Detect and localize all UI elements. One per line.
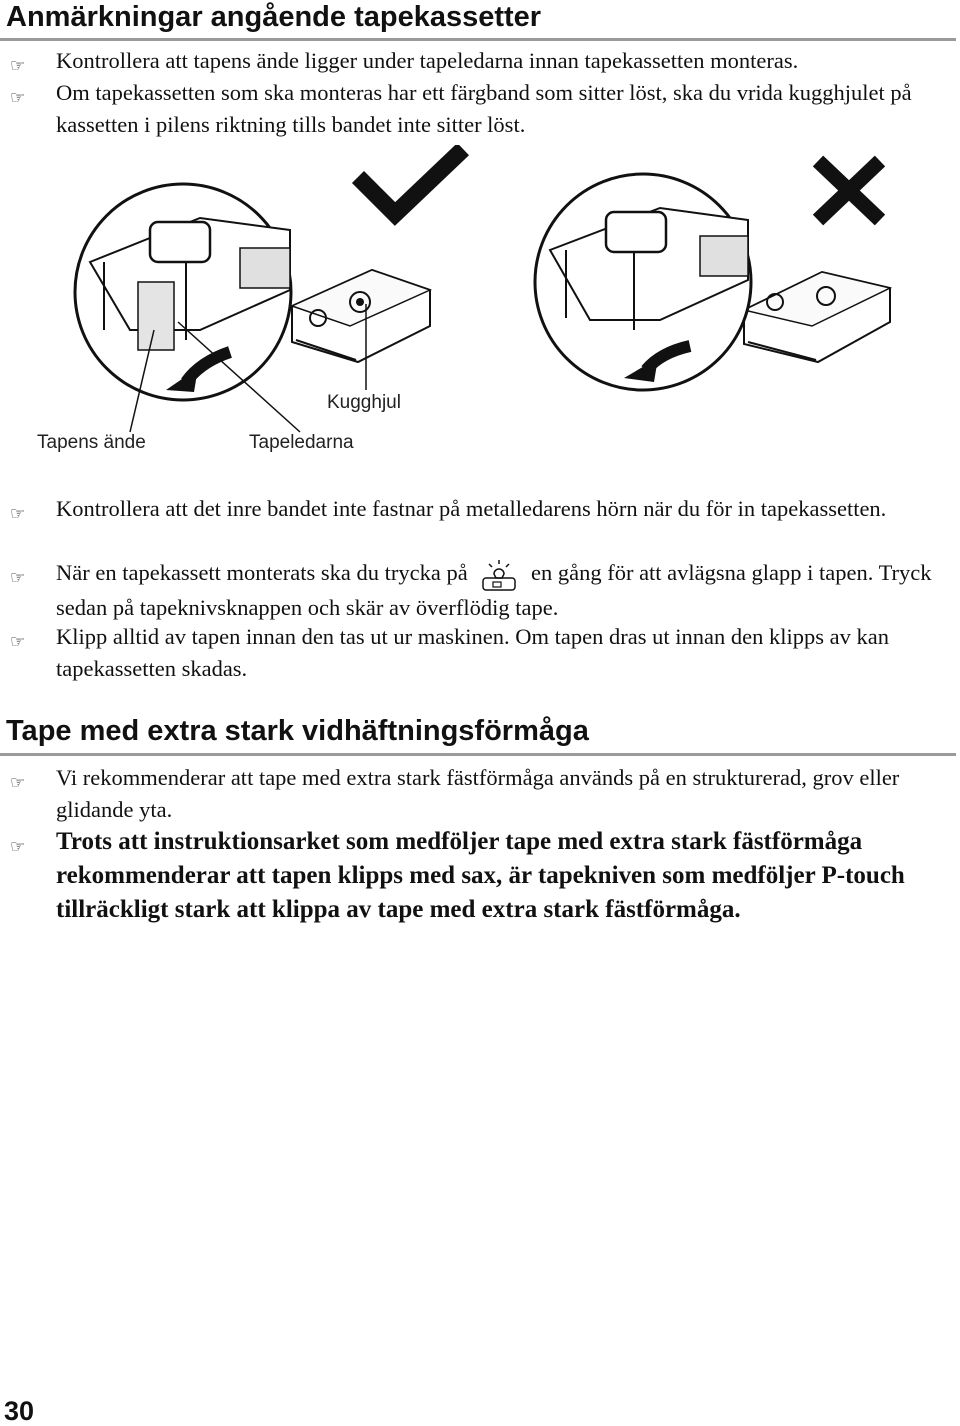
section-title-extra-strength: Tape med extra stark vidhäftningsförmåga — [6, 715, 589, 747]
cassette-illustration — [0, 145, 960, 475]
page-number: 30 — [4, 1396, 35, 1426]
pointing-hand-icon: ☞ — [10, 88, 26, 108]
note-recommend-surface: Vi rekommenderar att tape med extra stark fästförmåga används på en strukturerad, grov eller glidande yta. — [56, 765, 900, 822]
note-cutter-strength: Trots att instruktionsarket som medföljer tape med extra stark fästförmåga rekommenderar att tapen klipps med sax, är tapekniven som medföljer P-touch tillräckligt stark att klippa av tape med extra stark fästförmåga. — [56, 828, 905, 923]
label-gear: Kugghjul — [327, 392, 401, 413]
section-rule — [0, 38, 956, 41]
pointing-hand-icon: ☞ — [10, 632, 26, 652]
label-tape-end: Tapens ände — [37, 432, 146, 453]
pointing-hand-icon: ☞ — [10, 56, 26, 76]
check-icon — [364, 155, 457, 214]
note-feed-before: När en tapekassett monterats ska du trycka på — [56, 560, 468, 585]
label-tape-guides: Tapeledarna — [249, 432, 354, 453]
note-feed-after: en gång för att avlägsna glapp i tapen. Tryck sedan på tapeknivsknappen och skär av överflödig tape. — [56, 560, 932, 620]
feed-key-icon — [477, 558, 521, 592]
pointing-hand-icon: ☞ — [10, 837, 26, 857]
tape-cassette-icon — [292, 270, 430, 362]
pointing-hand-icon: ☞ — [10, 773, 26, 793]
pointing-hand-icon: ☞ — [10, 568, 26, 588]
section-title-cassette-notes: Anmärkningar angående tapekassetter — [6, 1, 542, 33]
tape-cassette-icon — [744, 272, 890, 362]
magnifier-circle-icon — [535, 174, 751, 390]
cross-icon — [818, 161, 880, 220]
note-cut-before-remove: Klipp alltid av tapen innan den tas ut ur maskinen. Om tapen dras ut innan den klipps av kan tapekassetten skadas. — [56, 624, 889, 681]
note-tape-end: Kontrollera att tapens ände ligger under tapeledarna innan tapekassetten monteras. — [56, 48, 799, 73]
note-inner-ribbon: Kontrollera att det inre bandet inte fastnar på metalledarens hörn när du för in tapekassetten. — [56, 496, 887, 521]
note-ink-ribbon: Om tapekassetten som ska monteras har ett färgband som sitter löst, ska du vrida kugghjulet på kassetten i pilens riktning tills bandet inte sitter löst. — [56, 80, 912, 137]
section-rule — [0, 753, 956, 756]
magnifier-circle-icon — [75, 184, 291, 400]
pointing-hand-icon: ☞ — [10, 504, 26, 524]
note-feed — [56, 557, 956, 624]
